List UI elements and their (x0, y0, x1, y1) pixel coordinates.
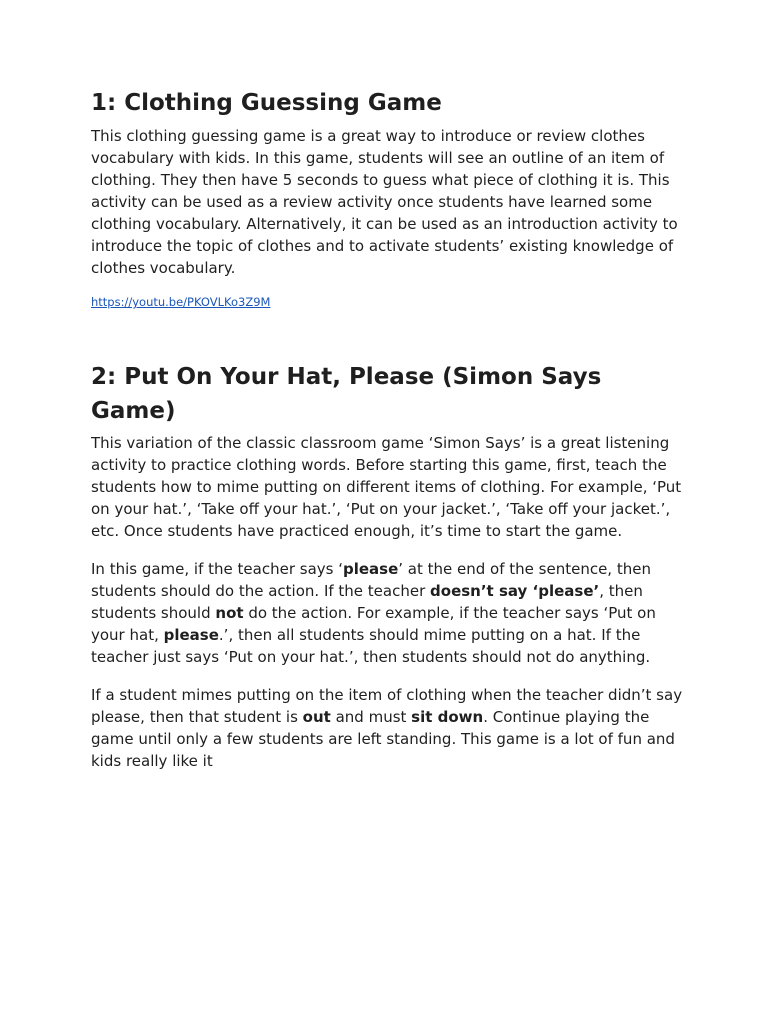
section-2-paragraph-1: This variation of the classic classroom game ‘Simon Says’ is a great listening activity to practice clothing words. Before starting this game, first, teach the students how to mime putting on different items of clothing. For example, ‘Put on your hat.’, ‘Take off your hat.’, ‘Put on your jacket.’, ‘Take off your jacket.’, etc. Once students have practiced enough, it’s time to start the game. (91, 434, 682, 540)
document-content (91, 86, 691, 772)
section-2-paragraph-3 (91, 684, 691, 772)
section-2-heading: 2: Put On Your Hat, Please (Simon Says Game) (91, 364, 602, 424)
bold-not: not (215, 604, 244, 622)
section-1-paragraph: This clothing guessing game is a great way to introduce or review clothes vocabulary with kids. In this game, students will see an outline of an item of clothing. They then have 5 seconds to guess what piece of clothing it is. This activity can be used as a review activity once students have learned some clothing vocabulary. Alternatively, it can be used as an introduction activity to introduce the topic of clothes and to activate students’ existing knowledge of clothes vocabulary. (91, 127, 678, 277)
text-run: If a student mimes putting on the item of clothing when the teacher didn’t say please, then that student is (91, 686, 683, 726)
text-run: .’, then all students should mime putting on a hat. If the teacher just says ‘Put on your hat.’, then students should not do anything. (91, 626, 651, 666)
text-run: do the action. For example, if the teacher says ‘Put on your hat, (91, 604, 656, 644)
text-run: , then students should (91, 582, 643, 622)
bold-out: out (302, 708, 331, 726)
youtube-link[interactable]: https://youtu.be/PKOVLKo3Z9M (91, 295, 271, 309)
section-2-paragraph-2 (91, 558, 691, 668)
bold-please: please (342, 560, 399, 578)
bold-please-2: please (163, 626, 219, 644)
text-run: . Continue playing the game until only a few students are left standing. This game is a lot of fun and kids really like it (91, 708, 675, 770)
bold-doesnt-say-please: doesn’t say ‘please’ (430, 582, 600, 600)
text-run: In this game, if the teacher says ‘ (91, 560, 343, 578)
text-run: and must (330, 708, 412, 726)
section-1-heading: 1: Clothing Guessing Game (91, 90, 442, 116)
bold-sit-down: sit down (411, 708, 484, 726)
text-run: ’ at the end of the sentence, then students should do the action. If the teacher (91, 560, 651, 600)
